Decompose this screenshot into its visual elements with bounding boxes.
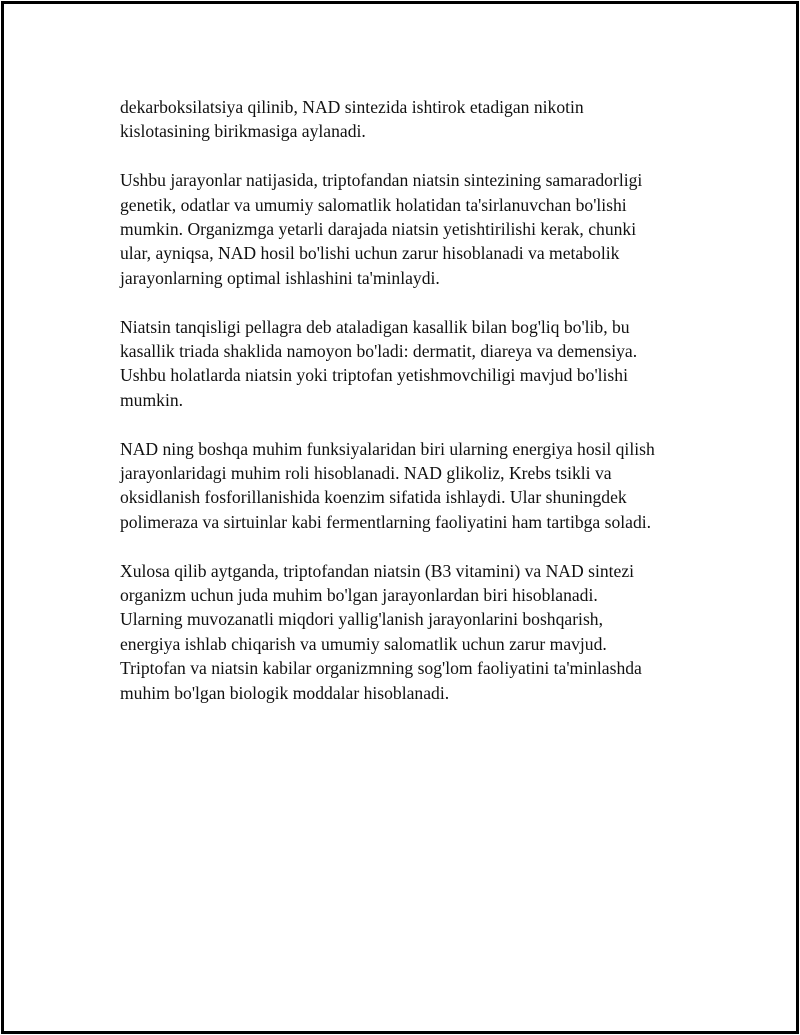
text-line: Triptofan va niatsin kabilar organizmning sog'lom faoliyatini ta'minlashda: [120, 658, 642, 679]
text-line: muhim bo'lgan biologik moddalar hisoblanadi.: [120, 682, 450, 703]
text-line: kasallik triada shaklida namoyon bo'ladi: dermatit, diareya va demensiya.: [120, 341, 638, 362]
text-line: Ularning muvozanatli miqdori yallig'lanish jarayonlarini boshqarish,: [120, 609, 603, 630]
text-line: Niatsin tanqisligi pellagra deb ataladigan kasallik bilan bog'liq bo'lib, bu: [120, 316, 630, 337]
text-line: polimeraza va sirtuinlar kabi fermentlarning faoliyatini ham tartibga soladi.: [120, 511, 652, 532]
paragraph-4: [120, 437, 700, 535]
text-line: NAD ning boshqa muhim funksiyalaridan biri ularning energiya hosil qilish: [120, 438, 655, 459]
text-line: Xulosa qilib aytganda, triptofandan niatsin (B3 vitamini) va NAD sintezi: [120, 560, 635, 581]
text-line: jarayonlarning optimal ishlashini ta'minlaydi.: [120, 267, 440, 288]
text-line: mumkin.: [120, 389, 184, 410]
text-line: oksidlanish fosforillanishida koenzim sifatida ishlaydi. Ular shuningdek: [120, 487, 627, 508]
text-line: Ushbu jarayonlar natijasida, triptofandan niatsin sintezining samaradorligi: [120, 170, 643, 191]
document-body: [120, 95, 700, 729]
text-line: genetik, odatlar va umumiy salomatlik holatidan ta'sirlanuvchan bo'lishi: [120, 194, 627, 215]
paragraph-2: [120, 168, 700, 290]
text-line: jarayonlaridagi muhim roli hisoblanadi. NAD glikoliz, Krebs tsikli va: [120, 463, 612, 484]
page-frame: [1, 1, 799, 1034]
paragraph-5: [120, 559, 700, 705]
paragraph-1: [120, 95, 700, 144]
text-line: kislotasining birikmasiga aylanadi.: [120, 121, 366, 142]
text-line: dekarboksilatsiya qilinib, NAD sintezida ishtirok etadigan nikotin: [120, 97, 584, 117]
text-line: ular, ayniqsa, NAD hosil bo'lishi uchun zarur hisoblanadi va metabolik: [120, 243, 620, 264]
text-line: Ushbu holatlarda niatsin yoki triptofan yetishmovchiligi mavjud bo'lishi: [120, 365, 628, 386]
paragraph-3: [120, 315, 700, 413]
text-line: organizm uchun juda muhim bo'lgan jarayonlardan biri hisoblanadi.: [120, 585, 598, 606]
text-line: energiya ishlab chiqarish va umumiy salomatlik uchun zarur mavjud.: [120, 633, 607, 654]
text-line: mumkin. Organizmga yetarli darajada niatsin yetishtirilishi kerak, chunki: [120, 219, 637, 240]
